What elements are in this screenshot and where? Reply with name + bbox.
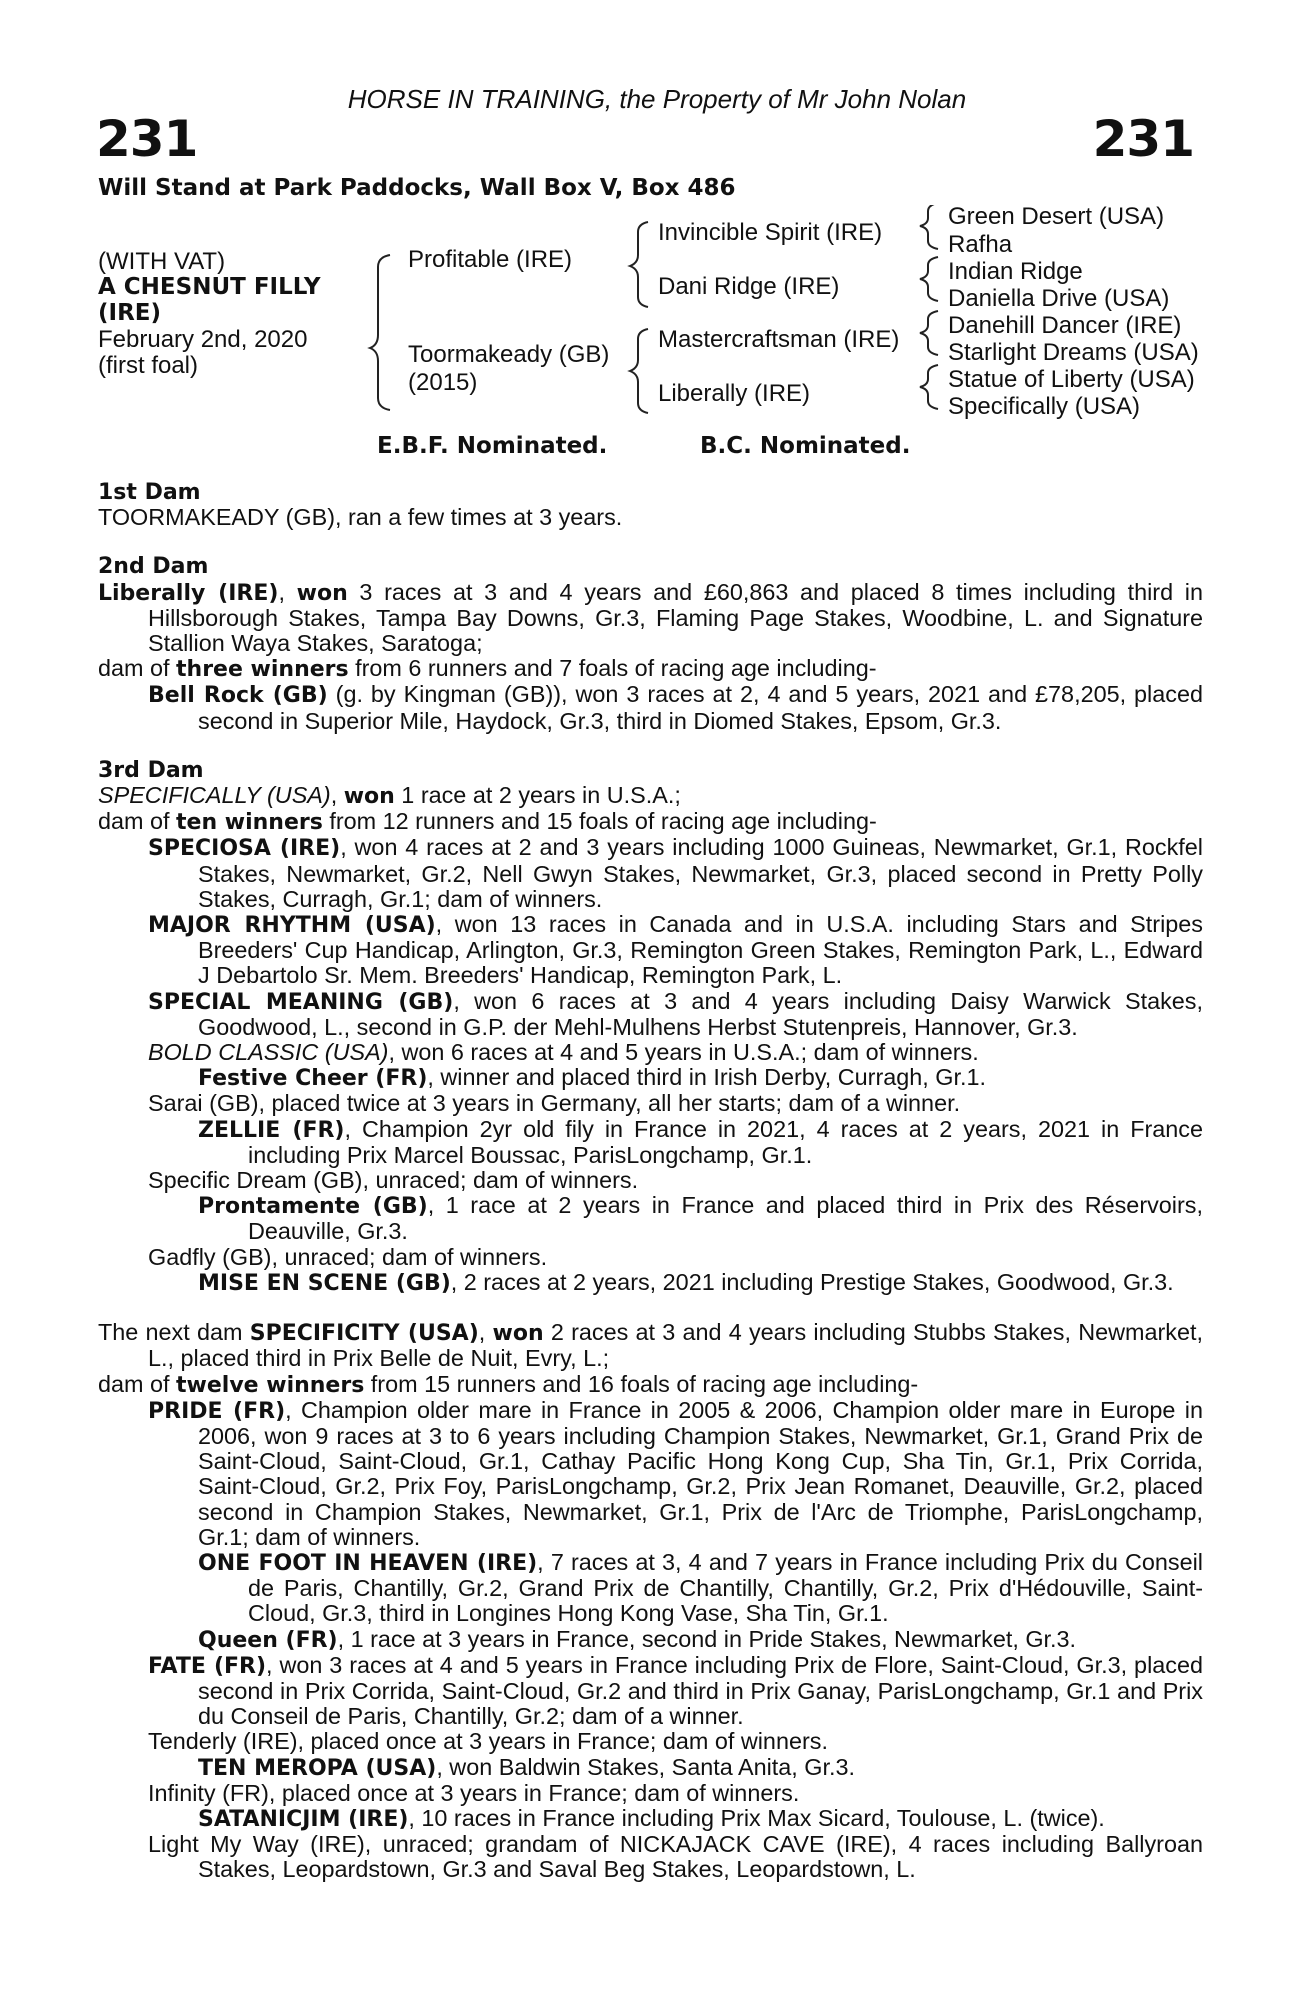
second-dam-heading: 2nd Dam — [98, 554, 209, 580]
pedigree-gen3-3: Indian Ridge — [948, 258, 1083, 285]
progeny-name: Bell Rock (GB) — [148, 683, 328, 709]
third-dam-record: SPECIFICALLY (USA), won 1 race at 2 years in U.S.A.; — [98, 782, 681, 810]
progeny-entry — [98, 1117, 1203, 1168]
next-dam-name: SPECIFICITY (USA) — [249, 1321, 479, 1347]
progeny-details: , won 4 races at 2 and 3 years including 1000 Guineas, Newmarket, Gr.1, Rockfel Stakes, Newmarket, Gr.2, Nell Gwyn Stakes, Newmarket, Gr.3, placed second in Pretty Polly Stakes, Curragh, Gr.1; dam of winners. — [198, 834, 1203, 912]
next-dam-won: won — [492, 1321, 544, 1347]
progeny-entry — [98, 1091, 1203, 1116]
progeny-name: MAJOR RHYTHM (USA) — [148, 913, 436, 939]
progeny-name: ZELLIE (FR) — [198, 1117, 345, 1143]
progeny-details: , won 6 races at 3 and 4 years including Daisy Warwick Stakes, Goodwood, L., second in G.P. der Mehl-Mulhens Herbst Stutenpreis, Hannover, Gr.3. — [198, 987, 1203, 1040]
catalogue-title: HORSE IN TRAINING, the Property of Mr John Nolan — [347, 84, 967, 114]
pedigree-gen3-2: Rafha — [948, 231, 1013, 258]
progeny-entry — [98, 1398, 1203, 1550]
progeny-details: , winner and placed third in Irish Derby, Curragh, Gr.1. — [427, 1064, 986, 1091]
progeny-details: , unraced; dam of winners. — [362, 1167, 639, 1194]
progeny-entry — [98, 1781, 1203, 1806]
progeny-name: BOLD CLASSIC (USA) — [148, 1039, 389, 1066]
next-dam-produce: dam of twelve winners from 15 runners and 16 foals of racing age including- — [98, 1370, 919, 1398]
progeny-name: Infinity (FR) — [148, 1779, 269, 1806]
progeny-name: MISE EN SCENE (GB) — [198, 1270, 451, 1296]
progeny-entry — [98, 1193, 1203, 1244]
progeny-entry — [98, 1627, 1203, 1653]
progeny-name: SATANICJIM (IRE) — [198, 1806, 409, 1832]
stand-location: Will Stand at Park Paddocks, Wall Box V, Box 486 — [98, 175, 736, 201]
progeny-name: Gadfly (GB) — [148, 1243, 272, 1270]
first-dam-text: TOORMAKEADY (GB), ran a few times at 3 years. — [98, 504, 623, 531]
next-dam-winners: twelve winners — [176, 1372, 365, 1398]
progeny-details: , placed once at 3 years in France; dam of winners. — [268, 1779, 800, 1806]
progeny-details: , 10 races in France including Prix Max Sicard, Toulouse, L. (twice). — [408, 1804, 1105, 1831]
progeny-details: , 7 races at 3, 4 and 7 years in France including Prix du Conseil de Paris, Chantilly, Gr.2, Grand Prix de Chantilly, Chantilly, Gr.2, Prix d'Hédouville, Saint-Cloud, Gr.3, third in Longines Hong Kong Vase, Sha Tin, Gr.1. — [248, 1548, 1203, 1627]
third-dam-winners: ten winners — [176, 810, 323, 836]
progeny-details: , Champion 2yr old fily in France in 2021, 4 races at 2 years, 2021 in France including Prix Marcel Boussac, ParisLongchamp, Gr.1. — [248, 1115, 1204, 1168]
foal-note: (first foal) — [98, 352, 199, 379]
dam-sire: Mastercraftsman (IRE) — [658, 326, 900, 353]
progeny-name: Prontamente (GB) — [198, 1194, 428, 1220]
progeny-entry — [98, 1245, 1203, 1270]
progeny-entry — [98, 1806, 1203, 1832]
vat-note: (WITH VAT) — [98, 248, 226, 275]
second-dam-produce: dam of three winners from 6 runners and 7 foals of racing age including- — [98, 655, 877, 683]
second-dam-name: Liberally (IRE) — [98, 580, 279, 606]
progeny-name: Specific Dream (GB) — [148, 1167, 363, 1194]
progeny-details: , 1 race at 3 years in France, second in Pride Stakes, Newmarket, Gr.3. — [337, 1625, 1077, 1652]
progeny-details: , Champion older mare in France in 2005 & 2006, Champion older mare in Europe in 2006, won 9 races at 3 to 6 years including Champion Stakes, Newmarket, Gr.1, Grand Prix de Saint-Cloud, Saint-Cloud, Gr.1, Cathay Pacific Hong Kong Cup, Sha Tin, Gr.1, Prix Corrida, Saint-Cloud, Gr.2, Prix Foy, ParisLongchamp, Gr.2, Prix Jean Romanet, Deauville, Gr.2, placed second in Champion Stakes, Newmarket, Gr.1, Prix de l'Arc de Triomphe, ParisLongchamp, Gr.1; dam of winners. — [198, 1396, 1203, 1550]
second-dam-progeny — [98, 682, 1203, 733]
progeny-entry — [98, 1729, 1203, 1754]
progeny-details: , won Baldwin Stakes, Santa Anita, Gr.3. — [436, 1753, 855, 1780]
pedigree-gen3-5: Danehill Dancer (IRE) — [948, 312, 1182, 339]
progeny-name: Tenderly (IRE) — [148, 1728, 298, 1755]
progeny-name: PRIDE (FR) — [148, 1398, 286, 1424]
progeny-name: ONE FOOT IN HEAVEN (IRE) — [198, 1550, 538, 1576]
third-dam-won: won — [343, 784, 395, 810]
sire: Profitable (IRE) — [408, 246, 573, 273]
progeny-entry — [98, 1168, 1203, 1193]
progeny-entry — [98, 835, 1203, 912]
progeny-name: FATE (FR) — [148, 1653, 267, 1679]
dam-dam: Liberally (IRE) — [658, 380, 811, 407]
progeny-name: TEN MEROPA (USA) — [198, 1755, 437, 1781]
second-dam-won: won — [296, 580, 348, 606]
progeny-details: , won 13 races in Canada and in U.S.A. including Stars and Stripes Breeders' Cup Handicap, Arlington, Gr.3, Remington Green Stakes, Remington Park, L., Edward J Debartolo Sr. Mem. Breeders' Handicap, Remington Park, L. — [198, 911, 1203, 989]
progeny-name: Light My Way (IRE) — [148, 1831, 365, 1858]
family-history — [98, 480, 1203, 1883]
second-dam-record: Liberally (IRE), won 3 races at 3 and 4 years and £60,863 and placed 8 times including third in Hillsborough Stakes, Tampa Bay Downs, Gr.3, Flaming Page Stakes, Woodbine, L. and Signature Stallion Waya Stakes, Saratoga; — [98, 578, 1203, 657]
dam-year: (2015) — [408, 369, 478, 396]
ebf-nomination: E.B.F. Nominated. — [377, 433, 608, 459]
progeny-entry — [98, 1550, 1203, 1627]
third-dam-heading: 3rd Dam — [98, 757, 204, 783]
pedigree-gen3-6: Starlight Dreams (USA) — [948, 339, 1199, 366]
foaling-date: February 2nd, 2020 — [98, 326, 308, 353]
third-dam-produce: dam of ten winners from 12 runners and 15 foals of racing age including- — [98, 808, 877, 836]
pedigree-gen3-4: Daniella Drive (USA) — [948, 285, 1170, 312]
progeny-details: , placed twice at 3 years in Germany, all her starts; dam of a winner. — [258, 1090, 961, 1117]
lot-number-right: 231 — [1092, 110, 1194, 168]
progeny-entry — [98, 1832, 1203, 1882]
progeny-details: , placed once at 3 years in France; dam of winners. — [297, 1728, 828, 1755]
sire-sire: Invincible Spirit (IRE) — [658, 219, 883, 246]
progeny-entry — [98, 1653, 1203, 1730]
pedigree-gen3-7: Statue of Liberty (USA) — [948, 366, 1195, 393]
sire-dam: Dani Ridge (IRE) — [658, 273, 840, 300]
progeny-details: , 1 race at 2 years in France and placed third in Prix des Réservoirs, Deauville, Gr.3. — [248, 1192, 1203, 1245]
progeny-name: SPECIOSA (IRE) — [148, 836, 341, 862]
progeny-details: , won 6 races at 4 and 5 years in U.S.A.; dam of winners. — [388, 1039, 979, 1066]
third-dam-progeny-list — [98, 835, 1203, 1296]
pedigree-gen3-1: Green Desert (USA) — [948, 203, 1165, 230]
second-dam-winners: three winners — [176, 657, 349, 683]
progeny-entry — [98, 1755, 1203, 1781]
horse-origin: (IRE) — [98, 300, 162, 326]
lot-number-left: 231 — [96, 110, 198, 168]
first-dam-heading: 1st Dam — [98, 480, 201, 505]
progeny-entry — [98, 1270, 1203, 1296]
next-dam-record: The next dam SPECIFICITY (USA), won 2 races at 3 and 4 years including Stubbs Stakes, Newmarket, L., placed third in Prix Belle de Nuit, Evry, L.; — [98, 1319, 1204, 1372]
dam: Toormakeady (GB) — [408, 341, 610, 368]
pedigree-gen3-8: Specifically (USA) — [948, 393, 1141, 420]
progeny-name: SPECIAL MEANING (GB) — [148, 989, 454, 1015]
progeny-entry — [98, 1065, 1203, 1091]
next-dam-progeny-list — [98, 1398, 1203, 1883]
second-dam-text: 3 races at 3 and 4 years and £60,863 and placed 8 times including third in Hillsborough Stakes, Tampa Bay Downs, Gr.3, Flaming Page Stakes, Woodbine, L. and Signature Stallion Waya Stakes, Saratoga; — [148, 578, 1203, 657]
progeny-details: , unraced; grandam of NICKAJACK CAVE (IRE), 4 races including Ballyroan Stakes, Leopardstown, Gr.3 and Saval Beg Stakes, Leopardstown, L. — [198, 1831, 1203, 1883]
progeny-name: Queen (FR) — [198, 1627, 338, 1653]
third-dam-name: SPECIFICALLY (USA) — [98, 782, 331, 809]
progeny-entry — [98, 912, 1203, 989]
bc-nomination: B.C. Nominated. — [700, 433, 911, 459]
progeny-entry — [98, 1040, 1203, 1065]
progeny-name: Festive Cheer (FR) — [198, 1066, 428, 1092]
progeny-details: , won 3 races at 4 and 5 years in France including Prix de Flore, Saint-Cloud, Gr.3, placed second in Prix Corrida, Saint-Cloud, Gr.2 and third in Prix Ganay, ParisLongchamp, Gr.1 and Prix du Conseil de Paris, Chantilly, Gr.2; dam of a winner. — [198, 1651, 1203, 1730]
progeny-name: Sarai (GB) — [148, 1090, 259, 1117]
progeny-details: , 2 races at 2 years, 2021 including Prestige Stakes, Goodwood, Gr.3. — [450, 1268, 1174, 1295]
progeny-entry — [98, 989, 1203, 1040]
progeny-details: , unraced; dam of winners. — [271, 1243, 548, 1270]
horse-name: A CHESNUT FILLY — [98, 274, 321, 300]
progeny-text: (g. by Kingman (GB)), won 3 races at 2, 4 and 5 years, 2021 and £78,205, placed second in Superior Mile, Haydock, Gr.3, third in Diomed Stakes, Epsom, Gr.3. — [198, 681, 1203, 734]
